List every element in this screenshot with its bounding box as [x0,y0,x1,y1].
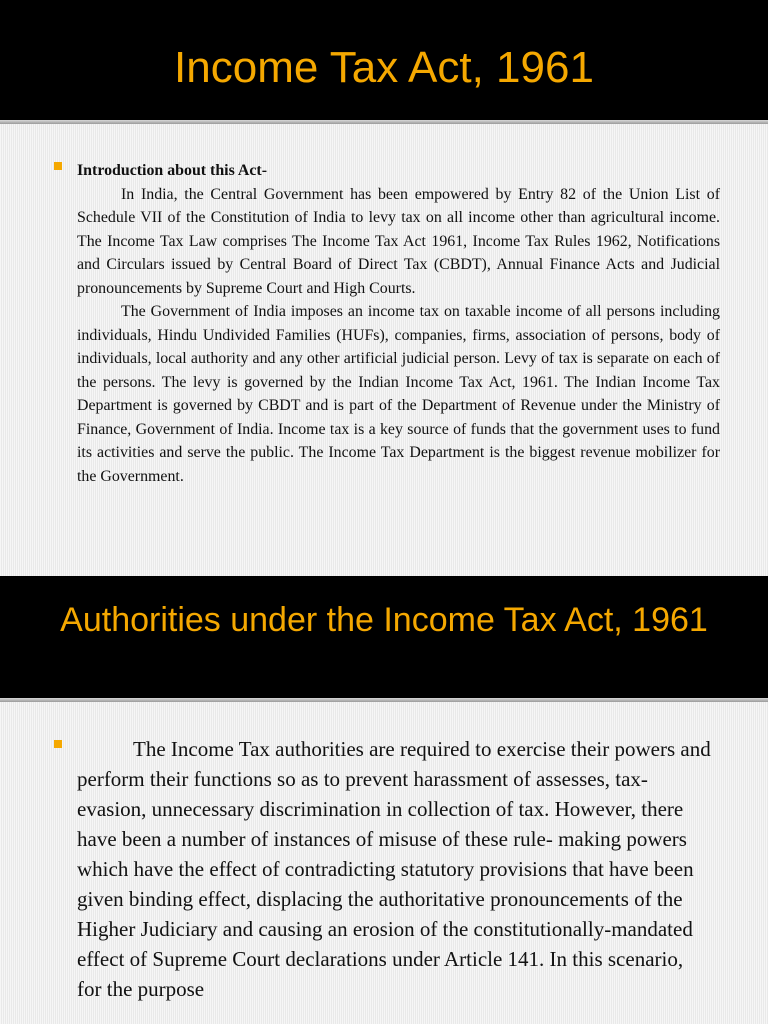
slide-body [0,124,768,576]
slide-authorities [0,576,768,1024]
square-bullet-icon [54,740,62,748]
body-paragraph: The Government of India imposes an income tax on taxable income of all persons including individuals, Hindu Undivided Families (HUFs), companies, firms, association of persons, body of individuals, local authority and any other artificial judicial person. Levy of tax is separate on each of the persons. The levy is governed by the Indian Income Tax Act, 1961. The Indian Income Tax Department is governed by CBDT and is part of the Department of Revenue under the Ministry of Finance, Government of India. Income tax is a key source of funds that the government uses to fund its activities and serve the public. The Income Tax Department is the biggest revenue mobilizer for the Government. [77,303,720,485]
slide-header [0,576,768,698]
bullet-content [77,734,712,1004]
slide-body [0,702,768,1024]
body-paragraph: In India, the Central Government has been empowered by Entry 82 of the Union List of Schedule VII of the Constitution of India to levy tax on all income other than agricultural income. The Income Tax Law comprises The Income Tax Act 1961, Income Tax Rules 1962, Notifications and Circulars issued by Central Board of Direct Tax (CBDT), Annual Finance Acts and Judicial pronouncements by Supreme Court and High Courts. [77,185,720,297]
body-paragraph: The Income Tax authorities are required to exercise their powers and perform their functions so as to prevent harassment of assesses, tax-evasion, unnecessary discrimination in collection of tax. However, there have been a number of instances of misuse of these rule- making powers which have the effect of contradicting statutory provisions that have been given binding effect, displacing the authoritative pronouncements of the Higher Judiciary and causing an erosion of the constitutionally-mandated effect of Supreme Court declarations under Article 141. In this scenario, for the purpose [77,737,711,1001]
slide-title: Income Tax Act, 1961 [174,43,594,92]
bullet-heading: Introduction about this Act- [77,162,267,179]
slide-title: Authorities under the Income Tax Act, 1961 [60,601,708,639]
square-bullet-icon [54,162,62,170]
bullet-content [77,159,720,488]
slide-header [0,0,768,120]
